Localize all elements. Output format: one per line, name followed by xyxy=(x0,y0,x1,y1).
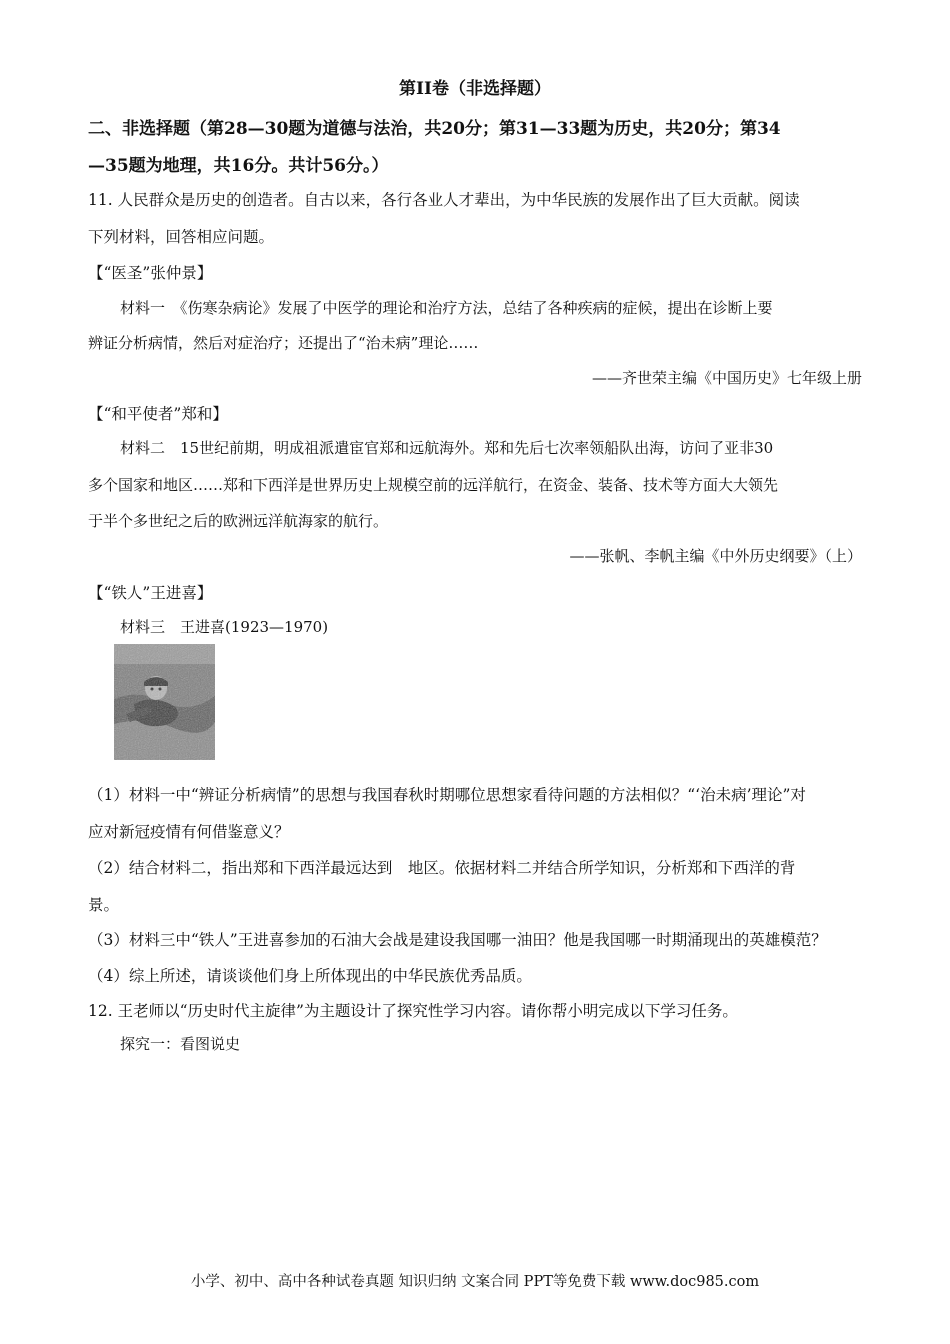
heading-zheng-he: 【“和平使者”郑和】 xyxy=(88,405,228,423)
sub-question-4: （4）综上所述，请谈谈他们身上所体现出的中华民族优秀品质。 xyxy=(88,967,532,985)
material1-line2: 辨证分析病情，然后对症治疗；还提出了“治未病”理论…… xyxy=(88,334,479,352)
material2-line1: 材料二 15世纪前期，明成祖派遣宦官郑和远航海外。郑和先后七次率领船队出海，访问了亚非30 xyxy=(120,439,774,457)
material1-source: ——齐世荣主编《中国历史》七年级上册 xyxy=(591,369,862,387)
wang-jinxi-photo xyxy=(114,644,215,760)
page-footer: 小学、初中、高中各种试卷真题 知识归纳 文案合同 PPT等免费下载 www.doc985.com xyxy=(190,1274,760,1290)
sub-question-3: （3）材料三中“铁人”王进喜参加的石油大会战是建设我国哪一油田？他是我国哪一时期涌现出的英雄模范？ xyxy=(88,931,827,949)
sub-question-2-line2: 景。 xyxy=(88,896,120,914)
page-title: 第II卷（非选择题） xyxy=(399,79,551,99)
sub-question-1-line1: （1）材料一中“辨证分析病情”的思想与我国春秋时期哪位思想家看待问题的方法相似？“‘治未病’理论”对 xyxy=(88,786,806,804)
material1-line1: 材料一 《伤寒杂病论》发展了中医学的理论和治疗方法，总结了各种疾病的症候，提出在诊断上要 xyxy=(120,299,773,317)
sub-question-2-line1: （2）结合材料二，指出郑和下西洋最远达到 地区。依据材料二并结合所学知识，分析郑和下西洋的背 xyxy=(88,859,796,877)
material2-source: ——张帆、李帆主编《中外历史纲要》（上） xyxy=(569,547,862,565)
section-heading-line1: 二、非选择题（第28—30题为道德与法治，共20分；第31—33题为历史，共20分；第34 xyxy=(88,119,781,139)
material3-caption: 材料三 王进喜(1923—1970) xyxy=(120,618,329,636)
q12-inquiry-1: 探究一：看图说史 xyxy=(120,1035,241,1053)
section-heading-line2: —35题为地理，共16分。共计56分。） xyxy=(88,156,389,176)
sub-question-1-line2: 应对新冠疫情有何借鉴意义？ xyxy=(88,823,290,841)
material2-line2: 多个国家和地区……郑和下西洋是世界历史上规模空前的远洋航行，在资金、装备、技术等方面大大领先 xyxy=(88,476,779,494)
material2-line3: 于半个多世纪之后的欧洲远洋航海家的航行。 xyxy=(88,512,389,530)
q11-stem-line1: 11. 人民群众是历史的创造者。自古以来，各行各业人才辈出，为中华民族的发展作出了巨大贡献。阅读 xyxy=(88,191,800,209)
q12-stem: 12. 王老师以“历史时代主旋律”为主题设计了探究性学习内容。请你帮小明完成以下学习任务。 xyxy=(88,1002,738,1020)
q11-stem-line2: 下列材料，回答相应问题。 xyxy=(88,228,275,246)
heading-wang-jinxi: 【“铁人”王进喜】 xyxy=(88,584,213,602)
heading-zhang-zhongjing: 【“医圣”张仲景】 xyxy=(88,264,213,282)
